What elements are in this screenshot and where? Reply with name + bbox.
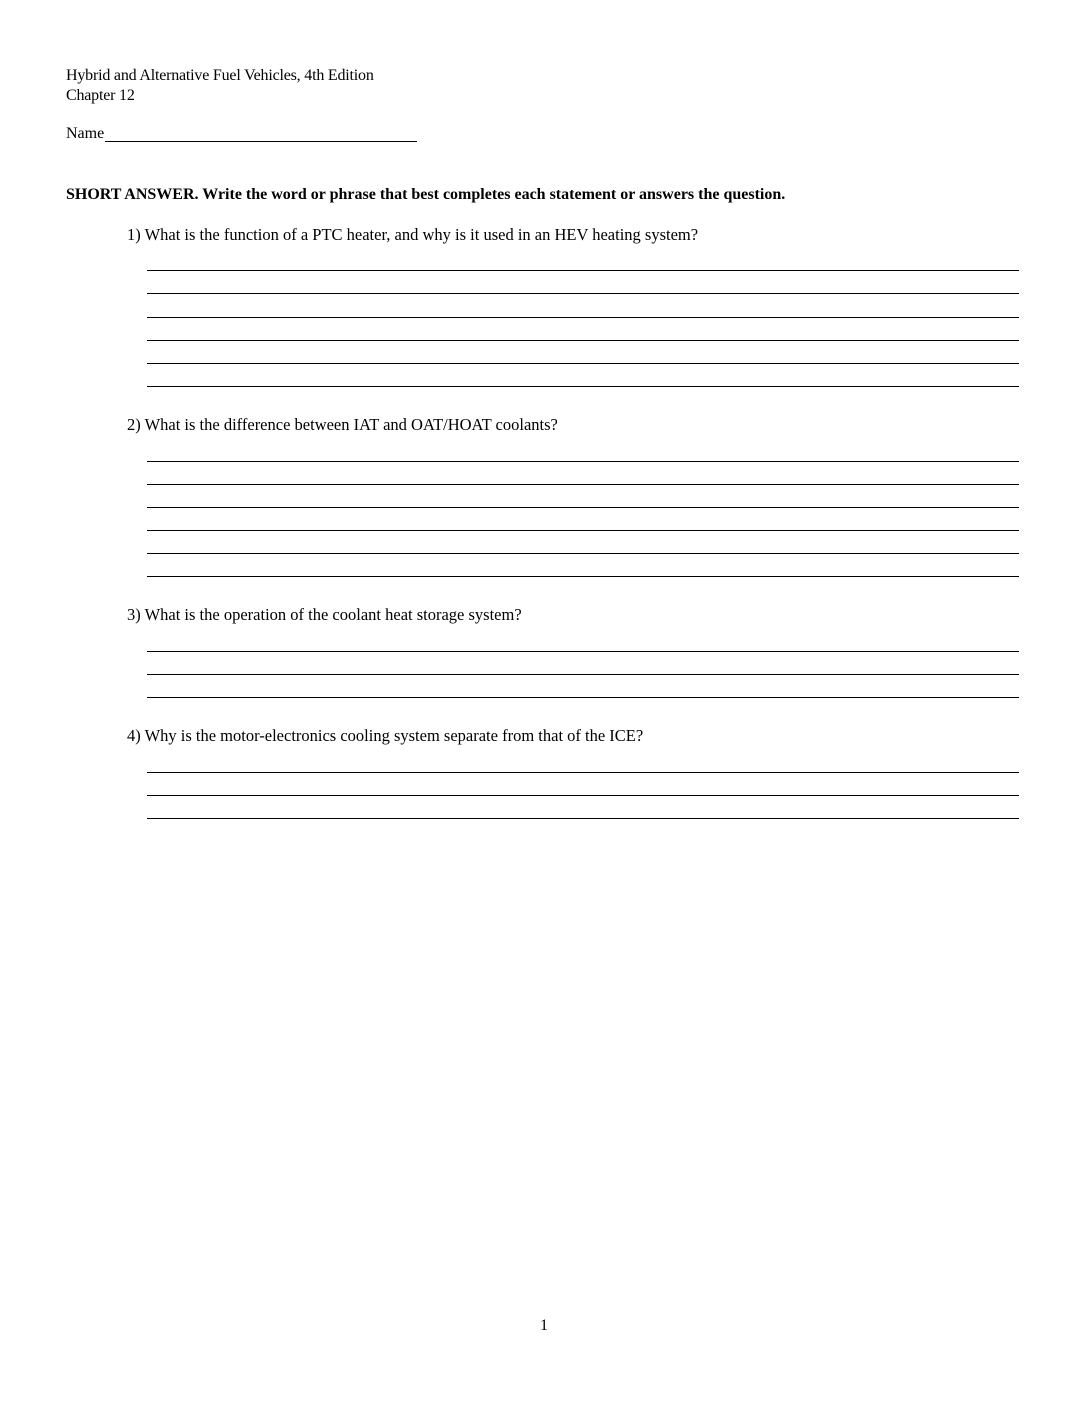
name-field — [66, 124, 417, 144]
answer-line[interactable] — [147, 293, 1019, 294]
question-4: 4) Why is the motor-electronics cooling system separate from that of the ICE? — [127, 726, 644, 745]
answer-line[interactable] — [147, 772, 1019, 773]
section-instructions: SHORT ANSWER. Write the word or phrase that best completes each statement or answers the question. — [66, 186, 786, 203]
question-2: 2) What is the difference between IAT and OAT/HOAT coolants? — [127, 415, 558, 434]
name-label: Name — [66, 125, 105, 142]
answer-line[interactable] — [147, 340, 1019, 341]
answer-line[interactable] — [147, 576, 1019, 577]
answer-line[interactable] — [147, 553, 1019, 554]
page-number: 1 — [540, 1317, 548, 1334]
book-title: Hybrid and Alternative Fuel Vehicles, 4th Edition — [66, 67, 374, 84]
answer-line[interactable] — [147, 795, 1019, 796]
answer-line[interactable] — [147, 363, 1019, 364]
question-1: 1) What is the function of a PTC heater, and why is it used in an HEV heating system? — [127, 225, 699, 244]
answer-line[interactable] — [147, 317, 1019, 318]
answer-line[interactable] — [147, 484, 1019, 485]
answer-line[interactable] — [147, 461, 1019, 462]
answer-line[interactable] — [147, 507, 1019, 508]
answer-line[interactable] — [147, 651, 1019, 652]
answer-line[interactable] — [147, 818, 1019, 819]
answer-line[interactable] — [147, 697, 1019, 698]
name-blank-line[interactable] — [105, 141, 417, 142]
question-3: 3) What is the operation of the coolant heat storage system? — [127, 605, 522, 624]
answer-line[interactable] — [147, 674, 1019, 675]
answer-line[interactable] — [147, 386, 1019, 387]
answer-line[interactable] — [147, 530, 1019, 531]
chapter-label: Chapter 12 — [66, 87, 135, 104]
answer-line[interactable] — [147, 270, 1019, 271]
